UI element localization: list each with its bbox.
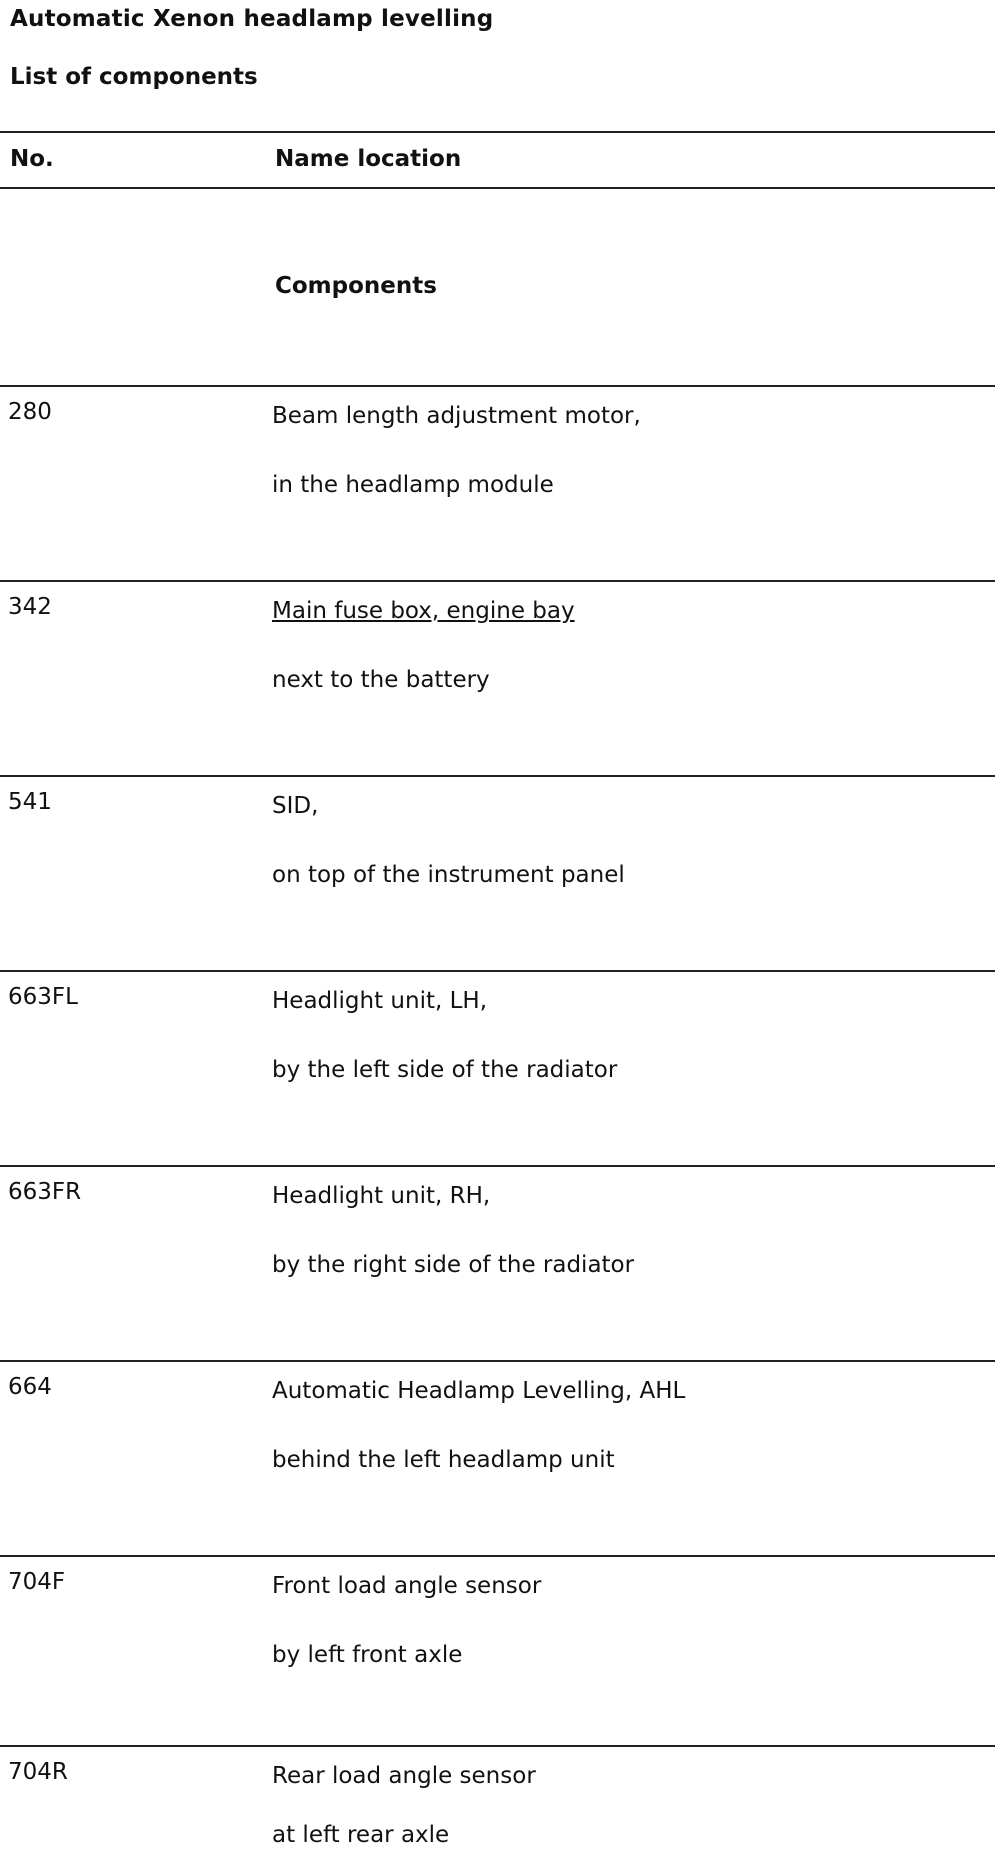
document-subtitle: List of components bbox=[10, 64, 258, 90]
component-location: behind the left headlamp unit bbox=[272, 1447, 615, 1473]
table-row bbox=[0, 1360, 995, 1555]
row-divider bbox=[0, 580, 995, 582]
component-name: SID, bbox=[272, 793, 319, 819]
component-number: 280 bbox=[8, 399, 52, 425]
column-header-name-location: Name location bbox=[275, 146, 462, 172]
component-name: Headlight unit, LH, bbox=[272, 988, 488, 1014]
column-header-number: No. bbox=[10, 146, 54, 172]
component-location: by the left side of the radiator bbox=[272, 1057, 618, 1083]
row-divider bbox=[0, 775, 995, 777]
document-title: Automatic Xenon headlamp levelling bbox=[10, 6, 494, 32]
component-name: Rear load angle sensor bbox=[272, 1763, 536, 1789]
table-row bbox=[0, 1745, 995, 1860]
component-number: 664 bbox=[8, 1374, 52, 1400]
component-name: Automatic Headlamp Levelling, AHL bbox=[272, 1378, 686, 1404]
component-location: next to the battery bbox=[272, 667, 490, 693]
component-name: Beam length adjustment motor, bbox=[272, 403, 641, 429]
component-location: on top of the instrument panel bbox=[272, 862, 625, 888]
row-divider bbox=[0, 1360, 995, 1362]
table-row bbox=[0, 580, 995, 775]
component-number: 541 bbox=[8, 789, 52, 815]
component-location: by the right side of the radiator bbox=[272, 1252, 635, 1278]
component-location: at left rear axle bbox=[272, 1822, 450, 1848]
row-divider bbox=[0, 385, 995, 387]
row-divider bbox=[0, 1745, 995, 1747]
component-location: in the headlamp module bbox=[272, 472, 554, 498]
component-number: 342 bbox=[8, 594, 52, 620]
table-row bbox=[0, 385, 995, 580]
table-row bbox=[0, 1555, 995, 1750]
component-number: 704F bbox=[8, 1569, 66, 1595]
section-title-components: Components bbox=[275, 273, 437, 299]
component-name: Front load angle sensor bbox=[272, 1573, 542, 1599]
table-row bbox=[0, 1165, 995, 1360]
component-number: 663FL bbox=[8, 984, 78, 1010]
header-top-rule bbox=[0, 131, 995, 133]
table-row bbox=[0, 775, 995, 970]
component-number: 663FR bbox=[8, 1179, 82, 1205]
table-row bbox=[0, 970, 995, 1165]
header-bottom-rule bbox=[0, 187, 995, 189]
row-divider bbox=[0, 970, 995, 972]
row-divider bbox=[0, 1165, 995, 1167]
component-number: 704R bbox=[8, 1759, 68, 1785]
component-name-link[interactable]: Main fuse box, engine bay bbox=[272, 598, 575, 624]
component-name: Headlight unit, RH, bbox=[272, 1183, 491, 1209]
component-location: by left front axle bbox=[272, 1642, 463, 1668]
row-divider bbox=[0, 1555, 995, 1557]
